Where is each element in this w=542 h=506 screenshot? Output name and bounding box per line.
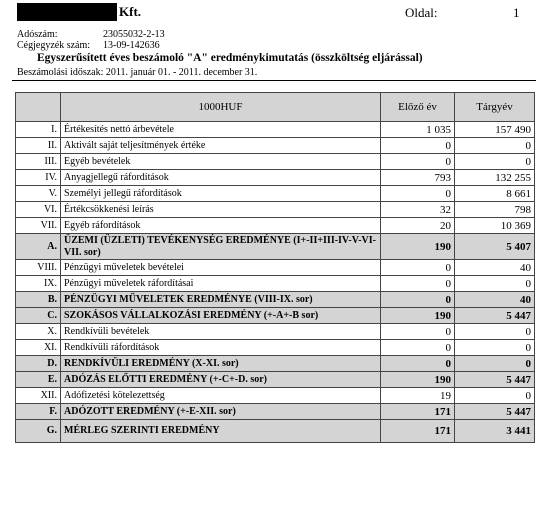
- table-row: [16, 218, 535, 234]
- row-current-year-cell: 157 490: [455, 122, 535, 138]
- row-current-year-cell: 0: [455, 138, 535, 154]
- table-row: [16, 308, 535, 324]
- table-row: [16, 340, 535, 356]
- table-row: [16, 170, 535, 186]
- header-divider: [12, 80, 536, 81]
- row-number-cell: VIII.: [16, 260, 61, 276]
- row-label-cell: RENDKÍVÜLI EREDMÉNY (X-XI. sor): [61, 356, 381, 372]
- row-prev-year-cell: 0: [381, 324, 455, 340]
- row-prev-year-cell: 190: [381, 372, 455, 388]
- page-number: 1: [513, 5, 520, 20]
- row-label-cell: Rendkívüli ráfordítások: [61, 340, 381, 356]
- row-label-cell: MÉRLEG SZERINTI EREDMÉNY: [61, 420, 381, 443]
- page-label: Oldal:: [405, 5, 438, 20]
- table-row: [16, 404, 535, 420]
- header-current-year-cell: Tárgyév: [455, 93, 535, 122]
- row-number-cell: E.: [16, 372, 61, 388]
- row-label-cell: ADÓZOTT EREDMÉNY (+-E-XII. sor): [61, 404, 381, 420]
- table-row: [16, 186, 535, 202]
- income-statement-table: [15, 92, 535, 443]
- row-prev-year-cell: 0: [381, 340, 455, 356]
- row-number-cell: III.: [16, 154, 61, 170]
- row-prev-year-cell: 0: [381, 276, 455, 292]
- row-number-cell: II.: [16, 138, 61, 154]
- report-period: Beszámolási időszak: 2011. január 01. - 2011. december 31.: [17, 67, 258, 78]
- row-label-cell: Rendkívüli bevételek: [61, 324, 381, 340]
- table-row: [16, 388, 535, 404]
- header-unit-cell: 1000HUF: [61, 93, 381, 122]
- row-current-year-cell: 132 255: [455, 170, 535, 186]
- row-prev-year-cell: 0: [381, 154, 455, 170]
- row-label-cell: SZOKÁSOS VÁLLALKOZÁSI EREDMÉNY (+-A+-B sor): [61, 308, 381, 324]
- table-row: [16, 356, 535, 372]
- table-row: [16, 292, 535, 308]
- row-number-cell: I.: [16, 122, 61, 138]
- row-prev-year-cell: 793: [381, 170, 455, 186]
- row-number-cell: F.: [16, 404, 61, 420]
- row-number-cell: XII.: [16, 388, 61, 404]
- row-prev-year-cell: 0: [381, 292, 455, 308]
- tax-number-value: 23055032-2-13: [103, 29, 165, 40]
- row-label-cell: ADÓZÁS ELŐTTI EREDMÉNY (+-C+-D. sor): [61, 372, 381, 388]
- row-label-cell: ÜZEMI (ÜZLETI) TEVÉKENYSÉG EREDMÉNYE (I+-II+III-IV-V-VI-VII. sor): [61, 234, 381, 260]
- row-prev-year-cell: 190: [381, 234, 455, 260]
- table-row: [16, 122, 535, 138]
- table-row: [16, 234, 535, 260]
- row-number-cell: IX.: [16, 276, 61, 292]
- table-row: [16, 420, 535, 443]
- row-prev-year-cell: 32: [381, 202, 455, 218]
- row-prev-year-cell: 0: [381, 186, 455, 202]
- redacted-company-name: [17, 3, 117, 21]
- row-label-cell: Értékcsökkenési leírás: [61, 202, 381, 218]
- row-current-year-cell: 5 447: [455, 372, 535, 388]
- row-current-year-cell: 0: [455, 356, 535, 372]
- row-current-year-cell: 10 369: [455, 218, 535, 234]
- table-row: [16, 276, 535, 292]
- company-suffix: Kft.: [119, 4, 142, 19]
- row-current-year-cell: 40: [455, 292, 535, 308]
- row-label-cell: Egyéb ráfordítások: [61, 218, 381, 234]
- row-label-cell: Pénzügyi műveletek bevételei: [61, 260, 381, 276]
- table-row: [16, 138, 535, 154]
- row-number-cell: VII.: [16, 218, 61, 234]
- row-current-year-cell: 5 407: [455, 234, 535, 260]
- row-current-year-cell: 5 447: [455, 404, 535, 420]
- registry-number-value: 13-09-142636: [103, 40, 160, 51]
- row-current-year-cell: 0: [455, 324, 535, 340]
- registry-number-label: Cégjegyzék szám:: [17, 40, 91, 51]
- row-current-year-cell: 0: [455, 276, 535, 292]
- row-label-cell: Aktivált saját teljesítmények értéke: [61, 138, 381, 154]
- row-number-cell: VI.: [16, 202, 61, 218]
- row-prev-year-cell: 1 035: [381, 122, 455, 138]
- table-row: [16, 260, 535, 276]
- table-row: [16, 372, 535, 388]
- row-prev-year-cell: 20: [381, 218, 455, 234]
- table-header-row: [16, 93, 535, 122]
- row-label-cell: Adófizetési kötelezettség: [61, 388, 381, 404]
- row-prev-year-cell: 190: [381, 308, 455, 324]
- header-num-cell: [16, 93, 61, 122]
- row-current-year-cell: 0: [455, 340, 535, 356]
- row-prev-year-cell: 0: [381, 138, 455, 154]
- table-row: [16, 324, 535, 340]
- row-number-cell: X.: [16, 324, 61, 340]
- row-prev-year-cell: 19: [381, 388, 455, 404]
- row-number-cell: XI.: [16, 340, 61, 356]
- row-current-year-cell: 5 447: [455, 308, 535, 324]
- row-current-year-cell: 0: [455, 154, 535, 170]
- row-prev-year-cell: 171: [381, 404, 455, 420]
- row-label-cell: Értékesítés nettó árbevétele: [61, 122, 381, 138]
- row-current-year-cell: 8 661: [455, 186, 535, 202]
- header-prev-year-cell: Előző év: [381, 93, 455, 122]
- table-row: [16, 154, 535, 170]
- tax-number-label: Adószám:: [17, 29, 58, 40]
- row-current-year-cell: 798: [455, 202, 535, 218]
- row-current-year-cell: 0: [455, 388, 535, 404]
- row-number-cell: A.: [16, 234, 61, 260]
- row-number-cell: V.: [16, 186, 61, 202]
- row-label-cell: Személyi jellegű ráfordítások: [61, 186, 381, 202]
- row-number-cell: D.: [16, 356, 61, 372]
- row-number-cell: C.: [16, 308, 61, 324]
- row-number-cell: G.: [16, 420, 61, 443]
- table-row: [16, 202, 535, 218]
- row-label-cell: PÉNZÜGYI MŰVELETEK EREDMÉNYE (VIII-IX. sor): [61, 292, 381, 308]
- row-prev-year-cell: 171: [381, 420, 455, 443]
- row-number-cell: IV.: [16, 170, 61, 186]
- row-current-year-cell: 3 441: [455, 420, 535, 443]
- row-number-cell: B.: [16, 292, 61, 308]
- row-prev-year-cell: 0: [381, 356, 455, 372]
- row-label-cell: Pénzügyi műveletek ráfordításai: [61, 276, 381, 292]
- table-body: [16, 122, 535, 443]
- row-label-cell: Anyagjellegű ráfordítások: [61, 170, 381, 186]
- report-title: Egyszerűsített éves beszámoló "A" eredménykimutatás (összköltség eljárással): [37, 52, 423, 64]
- row-label-cell: Egyéb bevételek: [61, 154, 381, 170]
- row-prev-year-cell: 0: [381, 260, 455, 276]
- row-current-year-cell: 40: [455, 260, 535, 276]
